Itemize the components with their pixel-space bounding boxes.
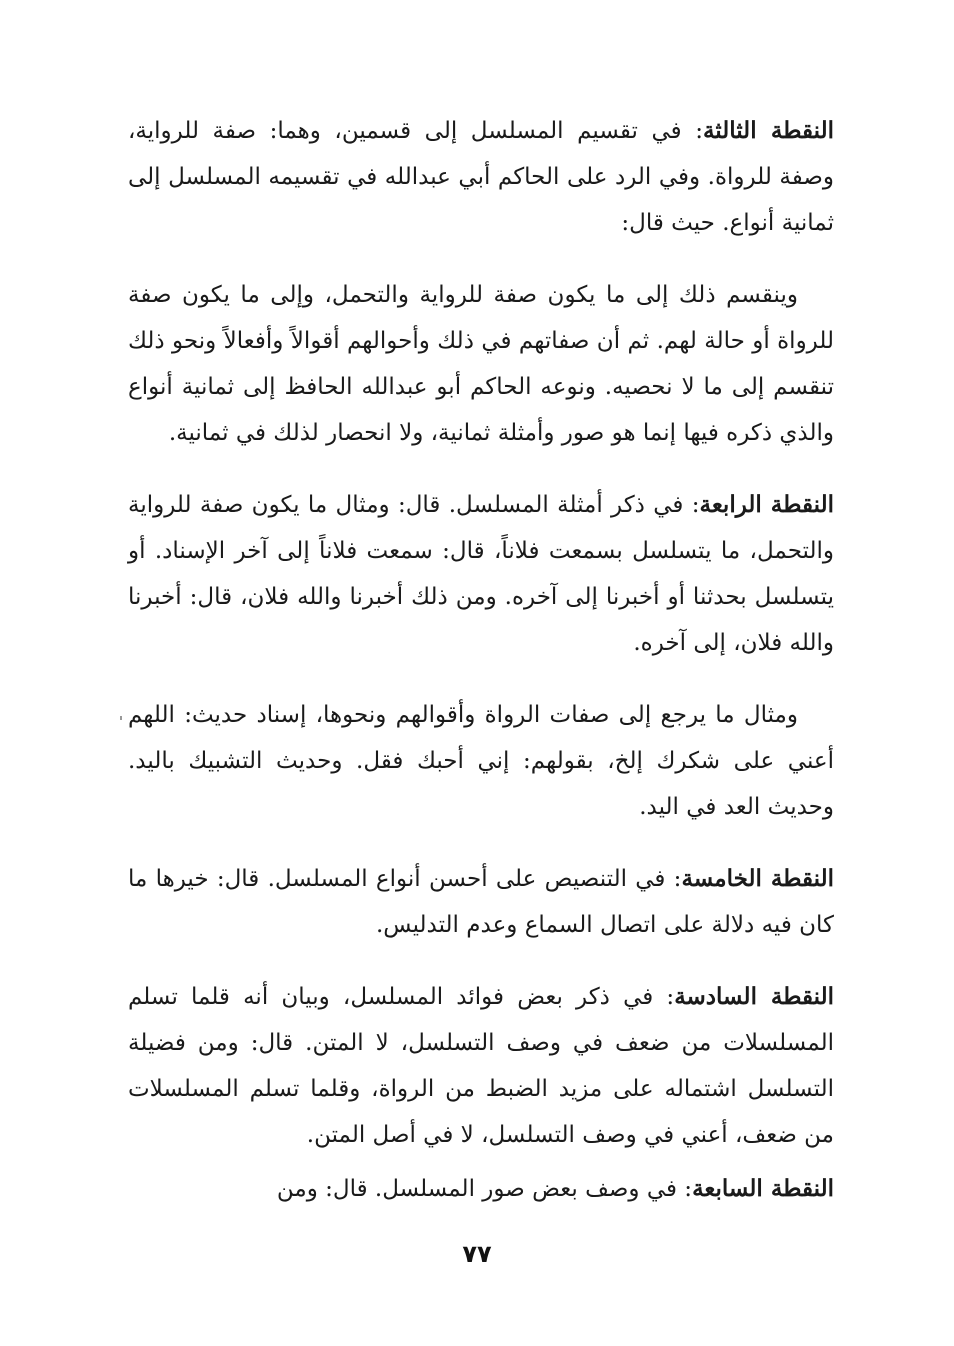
paragraph-heading: النقطة الثالثة xyxy=(702,117,835,144)
paragraph-heading: النقطة السادسة xyxy=(674,983,834,1010)
paragraph-heading: النقطة الرابعة xyxy=(699,491,834,518)
paragraph-narrator-examples xyxy=(128,692,834,830)
paragraph-quote-division xyxy=(128,272,834,456)
paragraph-text: : في وصف بعض صور المسلسل. قال: ومن xyxy=(276,1176,693,1202)
paragraph-point-three xyxy=(128,108,834,246)
paragraph-point-six xyxy=(128,974,834,1158)
paragraph-point-five xyxy=(128,856,834,948)
paragraph-text: : في تقسيم المسلسل إلى قسمين، وهما: صفة للرواية، وصفة للرواة. وفي الرد على الحاكم أبي عبدالله في تقسيمه المسلسل إلى ثمانية أنواع. حيث قال: xyxy=(128,118,834,236)
paragraph-text: : في ذكر أمثلة المسلسل. قال: ومثال ما يكون صفة للرواية والتحمل، ما يتسلسل بسمعت فلاناً، قال: سمعت فلاناً إلى آخر الإسناد. أو يتسلسل بحدثنا أو أخبرنا إلى آخره. ومن ذلك أخبرنا والله فلان، قال: أخبرنا والله فلان، إلى آخره. xyxy=(128,492,834,656)
paragraph-text: : في ذكر بعض فوائد المسلسل، وبيان أنه قلما تسلم المسلسلات من ضعف في وصف التسلسل، لا المتن. قال: ومن فضيلة التسلسل اشتماله على مزيد الضبط من الرواة، وقلما تسلم المسلسلات من ضعف، أعني في وصف التسلسل، لا في أصل المتن. xyxy=(128,984,834,1148)
paragraph-heading: النقطة الخامسة xyxy=(681,865,834,892)
page-body xyxy=(128,108,834,1238)
paragraph-heading: النقطة السابعة xyxy=(692,1175,834,1202)
paragraph-text: : في التنصيص على أحسن أنواع المسلسل. قال: خيرها ما كان فيه دلالة على اتصال السماع وعدم التدليس. xyxy=(128,866,834,938)
paragraph-point-four xyxy=(128,482,834,666)
paragraph-text: ومثال ما يرجع إلى صفات الرواة وأقوالهم ونحوها، إسناد حديث: اللهم أعني على شكرك إلخ، بقولهم: إني أحبك فقل. وحديث التشبيك باليد. وحديث العد في اليد. xyxy=(128,702,834,820)
scan-speck xyxy=(120,716,122,720)
paragraph-point-seven xyxy=(128,1166,834,1212)
page-number: ٧٧ xyxy=(462,1240,492,1268)
paragraph-text: وينقسم ذلك إلى ما يكون صفة للرواية والتحمل، وإلى ما يكون صفة للرواة أو حالة لهم. ثم أن صفاتهم في ذلك وأحوالهم أقوالاً وأفعالاً ونحو ذلك تنقسم إلى ما لا نحصيه. ونوعه الحاكم أبو عبدالله الحافظ إلى ثمانية أنواع والذي ذكره فيها إنما هو صور وأمثلة ثمانية، ولا انحصار لذلك في ثمانية. xyxy=(128,282,834,446)
